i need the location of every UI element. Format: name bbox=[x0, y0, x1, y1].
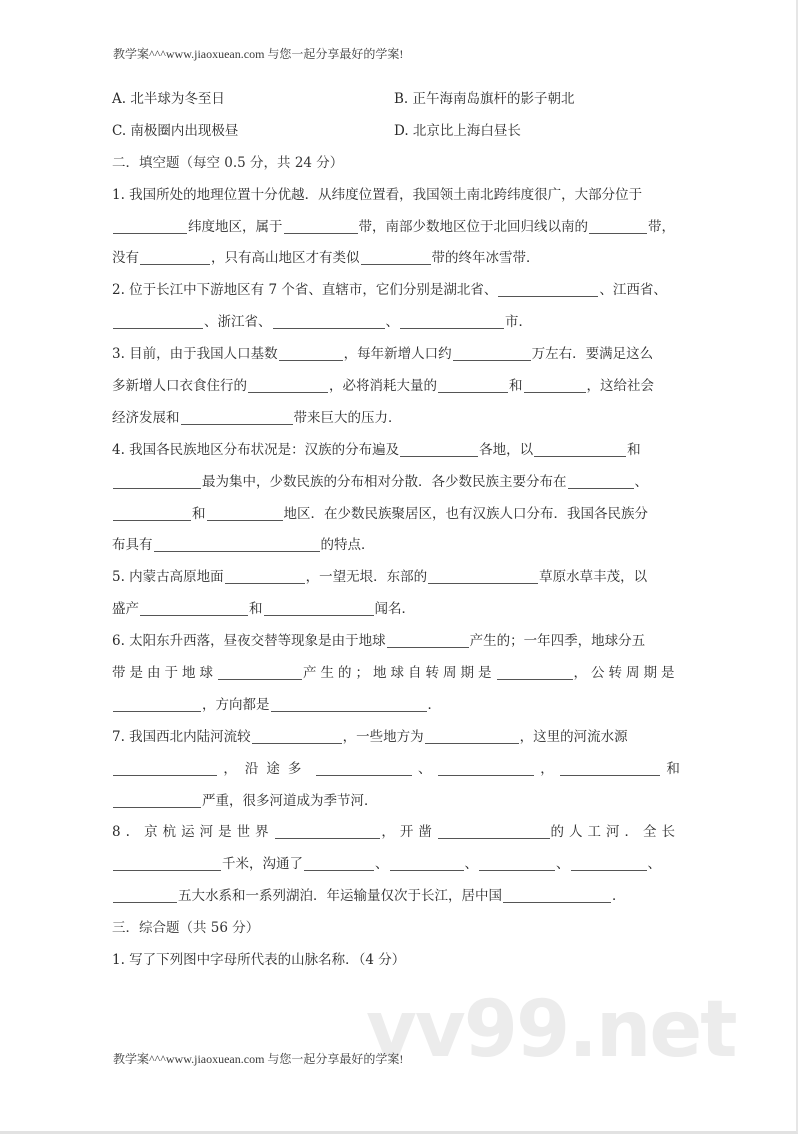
question-text: ，沿途多 bbox=[223, 760, 310, 777]
blank-field[interactable] bbox=[568, 473, 634, 489]
q4-line-2 bbox=[112, 467, 680, 499]
blank-field[interactable] bbox=[279, 345, 343, 361]
document-content bbox=[112, 84, 680, 977]
q5-line-1 bbox=[112, 562, 680, 594]
question-text: 草原水草丰茂，以 bbox=[539, 569, 648, 586]
blank-field[interactable] bbox=[218, 664, 302, 680]
blank-field[interactable] bbox=[140, 249, 210, 265]
q6-line-3 bbox=[112, 690, 680, 722]
blank-field[interactable] bbox=[113, 792, 201, 808]
question-text: ，这里的河流水源 bbox=[519, 728, 628, 745]
question-text: 、 bbox=[464, 856, 478, 873]
options-row-2 bbox=[112, 116, 680, 148]
watermark: vv99.net bbox=[366, 985, 736, 1075]
blank-field[interactable] bbox=[275, 823, 381, 839]
blank-field[interactable] bbox=[497, 664, 573, 680]
blank-field[interactable] bbox=[181, 409, 293, 425]
blank-field[interactable] bbox=[113, 855, 221, 871]
question-text: 、 bbox=[418, 760, 432, 777]
blank-field[interactable] bbox=[428, 568, 538, 584]
blank-field[interactable] bbox=[304, 855, 374, 871]
blank-field[interactable] bbox=[113, 473, 201, 489]
blank-field[interactable] bbox=[113, 887, 177, 903]
section-heading: 二．填空题（每空 0.5 分，共 24 分） bbox=[112, 154, 344, 171]
blank-field[interactable] bbox=[207, 505, 283, 521]
q4-line-3 bbox=[112, 499, 680, 531]
blank-field[interactable] bbox=[113, 218, 187, 234]
blank-field[interactable] bbox=[400, 313, 504, 329]
question-text: 布具有 bbox=[112, 537, 153, 554]
blank-field[interactable] bbox=[390, 855, 464, 871]
question-text: ，方向都是 bbox=[202, 696, 270, 713]
question-text: 盛产 bbox=[112, 601, 139, 618]
question-text: 7. 我国西北内陆河流较 bbox=[112, 728, 251, 745]
question-text: 各地，以 bbox=[479, 441, 534, 458]
blank-field[interactable] bbox=[438, 760, 534, 776]
blank-field[interactable] bbox=[113, 505, 191, 521]
question-text: 1. 我国所处的地理位置十分优越．从纬度位置看，我国领土南北跨纬度很广，大部分位于 bbox=[112, 186, 643, 203]
blank-field[interactable] bbox=[560, 760, 660, 776]
section-3-title bbox=[112, 913, 680, 945]
question-text: 、 bbox=[556, 856, 570, 873]
question-text: ，只有高山地区才有类似 bbox=[211, 250, 360, 267]
q2-line-1 bbox=[112, 275, 680, 307]
blank-field[interactable] bbox=[589, 218, 647, 234]
question-text: 和 bbox=[249, 601, 263, 618]
q3-line-3 bbox=[112, 403, 680, 435]
blank-field[interactable] bbox=[113, 760, 217, 776]
question-text: ，开凿 bbox=[381, 824, 437, 841]
question-text: 4. 我国各民族地区分布状况是：汉族的分布遍及 bbox=[112, 441, 400, 458]
blank-field[interactable] bbox=[453, 345, 531, 361]
section-heading: 三．综合题（共 56 分） bbox=[112, 920, 260, 937]
question-text: 产生的；地球自转周期是 bbox=[303, 665, 496, 682]
question-text: 、 bbox=[375, 856, 389, 873]
blank-field[interactable] bbox=[571, 855, 647, 871]
blank-field[interactable] bbox=[273, 313, 385, 329]
question-text: 的人工河．全长 bbox=[550, 824, 680, 841]
question-text: 带，南部少数地区位于北回归线以南的 bbox=[358, 218, 588, 235]
question-text: 5. 内蒙古高原地面 bbox=[112, 569, 224, 586]
blank-field[interactable] bbox=[400, 441, 478, 457]
blank-field[interactable] bbox=[316, 760, 412, 776]
question-text: 经济发展和 bbox=[112, 409, 180, 426]
question-text: 带的终年冰雪带． bbox=[431, 250, 540, 267]
blank-field[interactable] bbox=[140, 600, 248, 616]
q8-line-2 bbox=[112, 849, 680, 881]
blank-field[interactable] bbox=[284, 218, 358, 234]
blank-field[interactable] bbox=[503, 887, 611, 903]
question-text: 五大水系和一系列湖泊．年运输量仅次于长江，居中国 bbox=[178, 888, 502, 905]
question-text: 闻名． bbox=[374, 601, 415, 618]
q4-line-1 bbox=[112, 435, 680, 467]
question-text: 纬度地区，属于 bbox=[188, 218, 283, 235]
question-text: ，这给社会 bbox=[586, 378, 654, 395]
q1-line-3 bbox=[112, 243, 680, 275]
q1-line-2 bbox=[112, 212, 680, 244]
option-a: A. 北半球为冬至日 bbox=[112, 91, 225, 107]
question-text: 3. 目前，由于我国人口基数 bbox=[112, 346, 278, 363]
blank-field[interactable] bbox=[252, 728, 342, 744]
question-text: ，一些地方为 bbox=[342, 728, 424, 745]
blank-field[interactable] bbox=[248, 377, 328, 393]
blank-field[interactable] bbox=[479, 855, 555, 871]
question-text: 带来巨大的压力． bbox=[293, 409, 402, 426]
question-text: ，每年新增人口约 bbox=[343, 346, 452, 363]
blank-field[interactable] bbox=[361, 249, 431, 265]
blank-field[interactable] bbox=[387, 632, 469, 648]
q3-line-2 bbox=[112, 371, 680, 403]
question-text: 产生的；一年四季，地球分五 bbox=[469, 633, 646, 650]
question-text: 和 bbox=[666, 760, 680, 777]
question-text: 带是由于地球 bbox=[112, 665, 217, 682]
blank-field[interactable] bbox=[498, 281, 598, 297]
option-d: D. 北京比上海白昼长 bbox=[394, 122, 521, 139]
question-text: 市． bbox=[505, 314, 532, 331]
q6-line-2 bbox=[112, 658, 680, 690]
page-header: 教学案^^^www.jiaoxuean.com 与您一起分享最好的学案! bbox=[113, 47, 404, 61]
question-text: 和 bbox=[509, 378, 523, 395]
blank-field[interactable] bbox=[113, 696, 201, 712]
q7-line-2 bbox=[112, 754, 680, 786]
question-text: 的特点． bbox=[320, 537, 375, 554]
question-text: 地区．在少数民族聚居区，也有汉族人口分布．我国各民族分 bbox=[283, 505, 648, 522]
options-row-1 bbox=[112, 84, 680, 116]
question-text: 没有 bbox=[112, 250, 139, 267]
blank-field[interactable] bbox=[438, 823, 550, 839]
question-text: 严重，很多河道成为季节河． bbox=[202, 792, 378, 809]
page-footer: 教学案^^^www.jiaoxuean.com 与您一起分享最好的学案! bbox=[113, 1052, 404, 1066]
q7-line-1 bbox=[112, 722, 680, 754]
q4-line-4 bbox=[112, 530, 680, 562]
blank-field[interactable] bbox=[264, 600, 374, 616]
question-text: 、江西省、 bbox=[599, 282, 667, 299]
question-text: ． bbox=[612, 888, 626, 905]
blank-field[interactable] bbox=[271, 696, 427, 712]
option-c: C. 南极圈内出现极昼 bbox=[112, 122, 239, 139]
question-text: 、浙江省、 bbox=[204, 314, 272, 331]
q6-line-1 bbox=[112, 626, 680, 658]
question-text: ，一望无垠．东部的 bbox=[305, 569, 428, 586]
option-b: B. 正午海南岛旗杆的影子朝北 bbox=[394, 91, 575, 107]
blank-field[interactable] bbox=[113, 313, 203, 329]
question-text: 带， bbox=[648, 218, 675, 235]
q3-line-1 bbox=[112, 339, 680, 371]
q1-line-1 bbox=[112, 180, 680, 212]
q5-line-2 bbox=[112, 594, 680, 626]
question-text: 、 bbox=[647, 856, 661, 873]
question-text: ，必将消耗大量的 bbox=[329, 378, 437, 395]
blank-field[interactable] bbox=[524, 377, 586, 393]
question-text: 2. 位于长江中下游地区有 7 个省、直辖市，它们分别是湖北省、 bbox=[112, 282, 498, 299]
q7-line-3 bbox=[112, 786, 680, 818]
question-text: 千米，沟通了 bbox=[222, 856, 303, 873]
question-text: 最为集中，少数民族的分布相对分散．各少数民族主要分布在 bbox=[202, 473, 567, 490]
question-text: 、 bbox=[385, 314, 399, 331]
question-text: ， bbox=[540, 760, 554, 777]
question-text: 8. 京杭运河是世界 bbox=[112, 824, 274, 841]
question-text: 6. 太阳东升西落，昼夜交替等现象是由于地球 bbox=[112, 633, 386, 650]
question-text: ，公转周期是 bbox=[573, 665, 679, 682]
question-text: 和 bbox=[627, 441, 641, 458]
question-text: 和 bbox=[192, 505, 206, 522]
blank-field[interactable] bbox=[534, 441, 626, 457]
q2-line-2 bbox=[112, 307, 680, 339]
q8-line-1 bbox=[112, 817, 680, 849]
blank-field[interactable] bbox=[154, 536, 320, 552]
question-text: ． bbox=[427, 696, 441, 713]
section-3-q1 bbox=[112, 945, 680, 977]
blank-field[interactable] bbox=[425, 728, 519, 744]
section-2-title bbox=[112, 148, 680, 180]
q8-line-3 bbox=[112, 881, 680, 913]
question-text: 万左右．要满足这么 bbox=[531, 346, 654, 363]
question-text: 多新增人口衣食住行的 bbox=[112, 378, 247, 395]
question-text: 1. 写了下列图中字母所代表的山脉名称．（4 分） bbox=[112, 952, 406, 969]
blank-field[interactable] bbox=[225, 568, 305, 584]
blank-field[interactable] bbox=[438, 377, 508, 393]
question-text: 、 bbox=[634, 473, 648, 490]
